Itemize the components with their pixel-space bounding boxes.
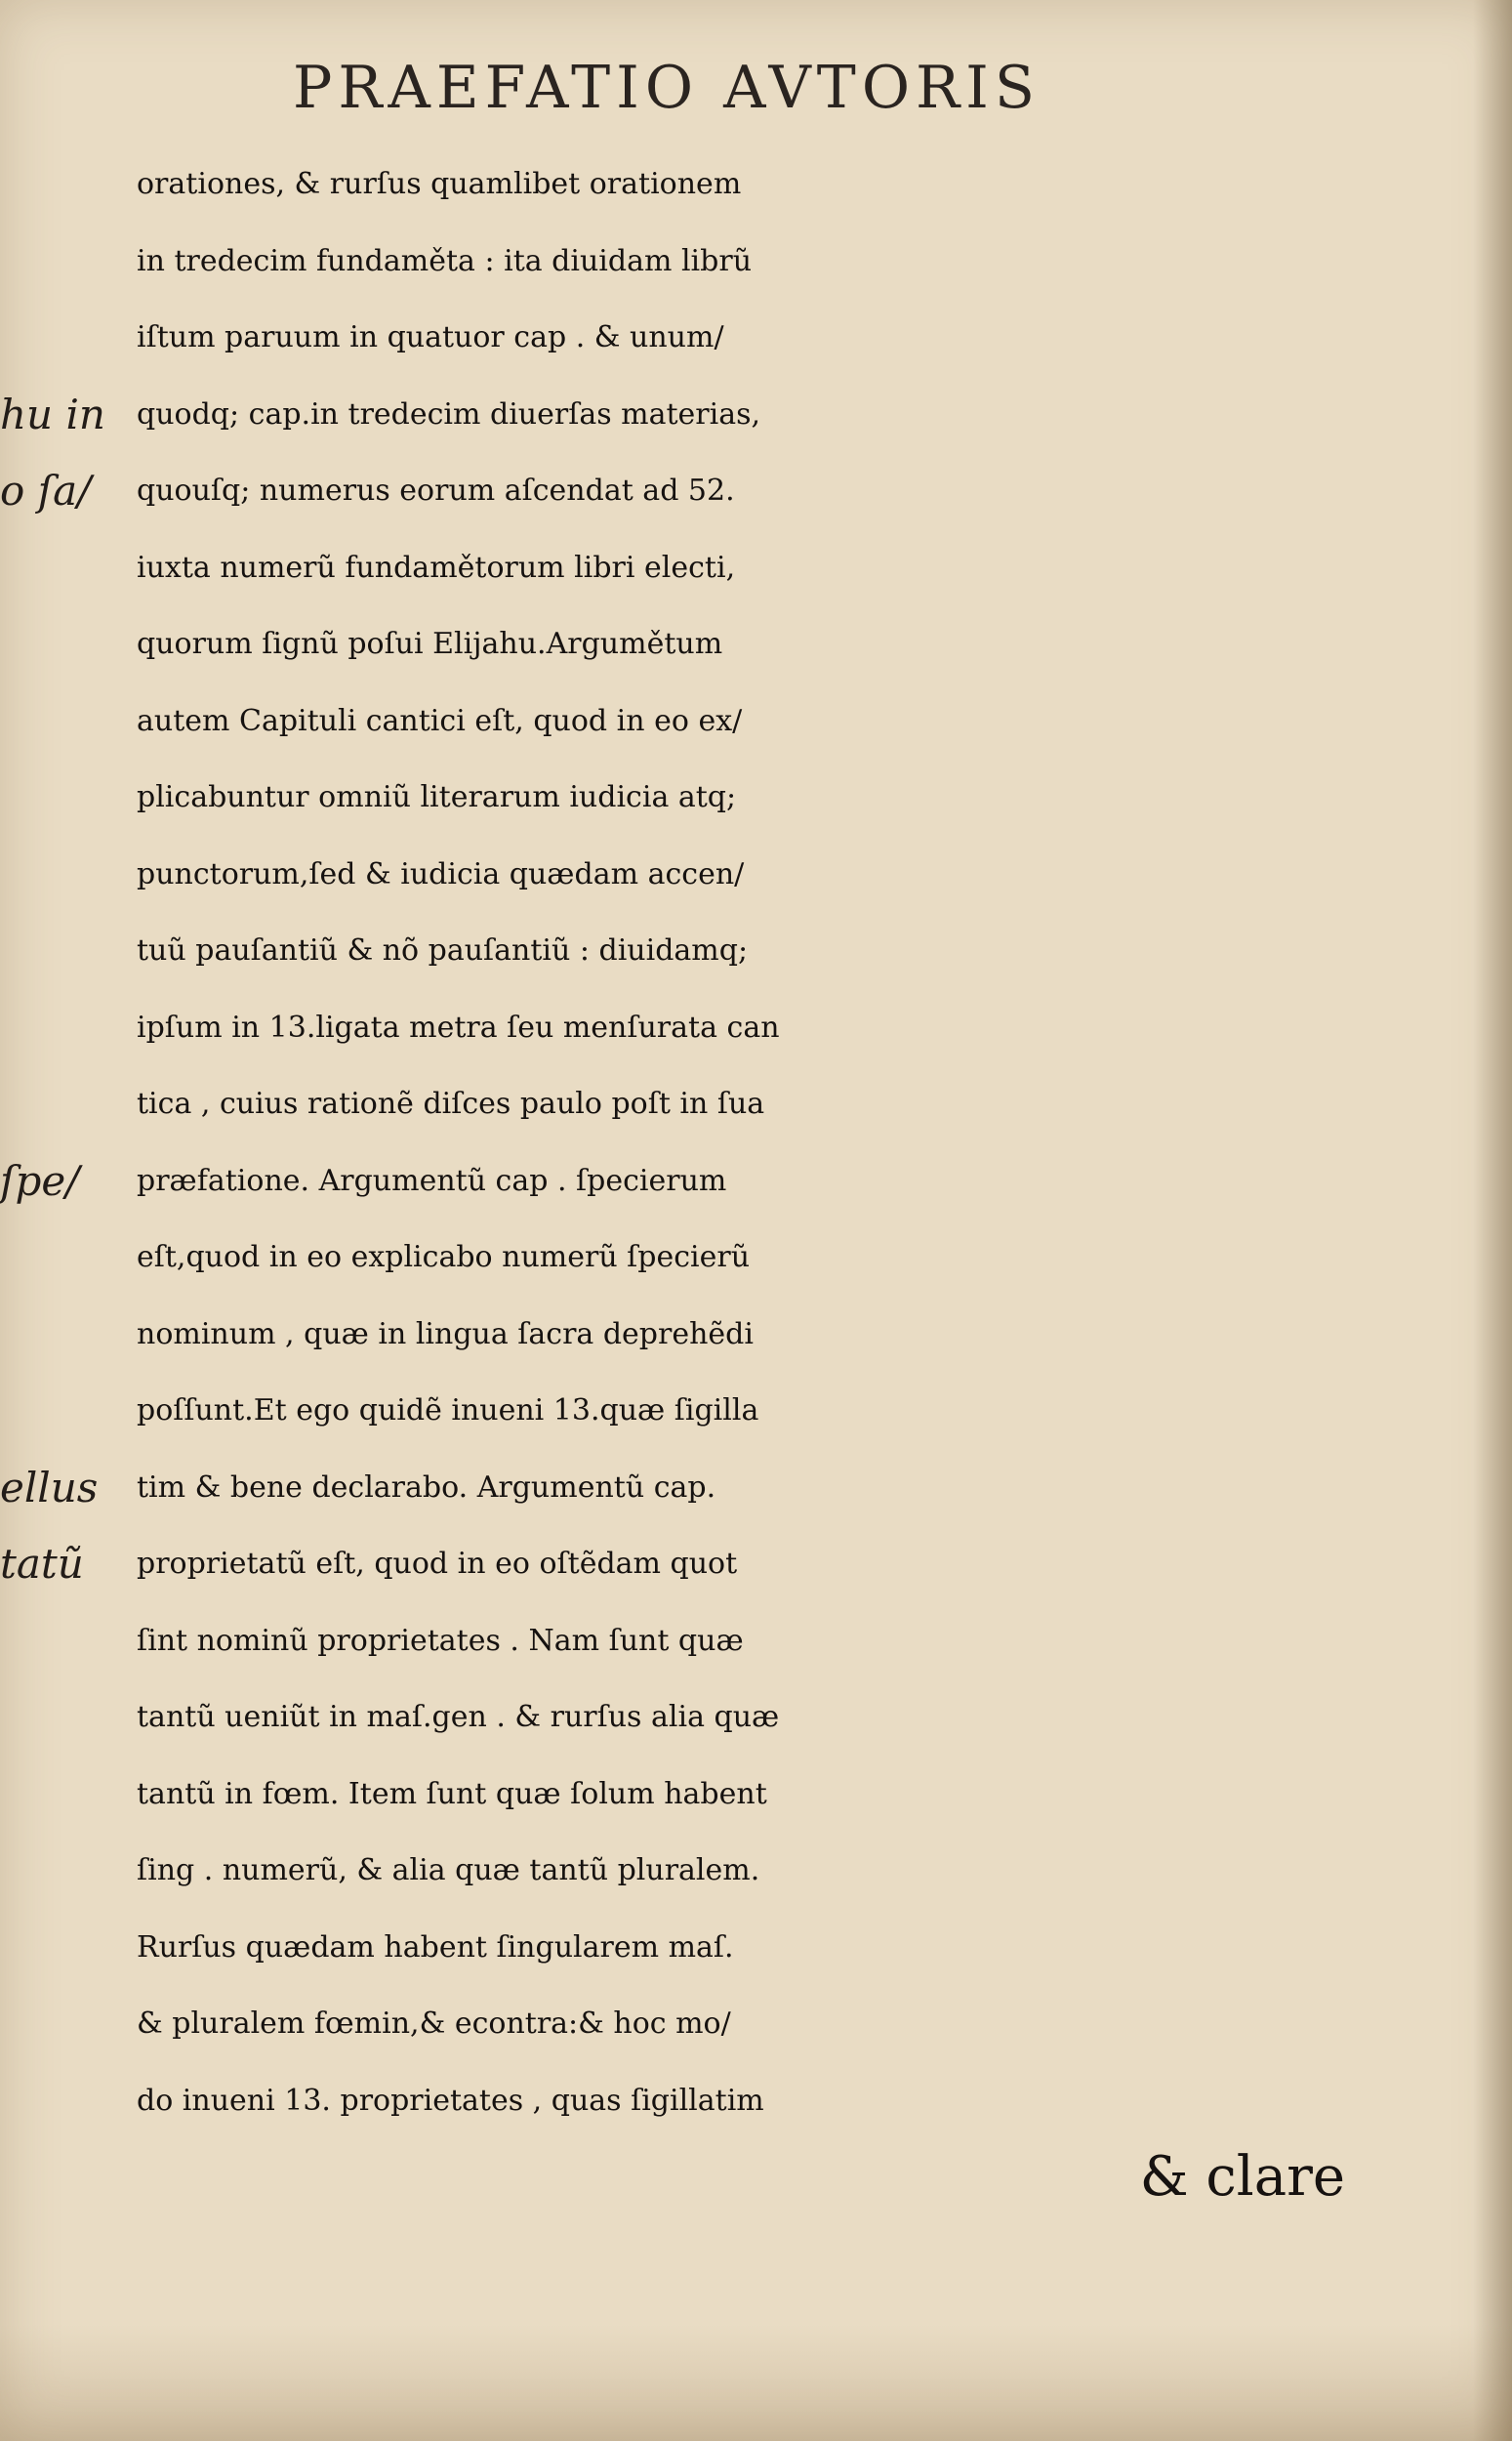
margin-note (0, 1373, 122, 1450)
text-line: nominum , quæ in lingua ſacra deprehẽdi (137, 1316, 754, 1351)
text-line: ipſum in 13.ligata metra ſeu menſurata can (137, 1010, 780, 1045)
text-line: tim & bene declarabo. Argumentũ cap. (137, 1469, 716, 1505)
text-line: quorum ſignũ poſui Elijahu.Argumětum (137, 627, 723, 661)
margin-note (0, 837, 122, 914)
page-edge-shadow (1473, 0, 1512, 2441)
margin-note (0, 146, 122, 224)
text-line: proprietatũ eſt, quod in eo oſtẽdam quot (137, 1547, 738, 1581)
margin-note (0, 1910, 122, 1987)
text-line: Rurſus quædam habent ſingularem maſ. (137, 1929, 734, 1965)
margin-note (0, 224, 122, 301)
margin-note (0, 760, 122, 837)
margin-note: o ſa/ (0, 467, 92, 515)
margin-note (0, 683, 122, 761)
text-line: poſſunt.Et ego quidẽ inueni 13.quæ ſigilla (137, 1393, 759, 1427)
margin-note (0, 1603, 122, 1680)
margin-note: ſpe/ (0, 1156, 80, 1205)
text-line: autem Capituli cantici eſt, quod in eo ex/ (137, 703, 743, 738)
text-line: præfatione. Argumentũ cap . ſpecierum (137, 1163, 727, 1198)
text-line: plicabuntur omniũ literarum iudicia atq; (137, 780, 737, 814)
margin-note (0, 2063, 122, 2140)
margin-note (0, 530, 122, 607)
margin-note (0, 990, 122, 1067)
margin-note: ellus (0, 1463, 99, 1511)
text-line: orationes, & rurſus quamlibet orationem (137, 167, 742, 201)
catchword: & clare (1139, 2145, 1345, 2209)
margin-note (0, 1757, 122, 1834)
text-line: tuũ pauſantiũ & nõ pauſantiũ : diuidamq; (137, 933, 749, 968)
margin-note (0, 1066, 122, 1143)
text-line: & pluralem fœmin,& econtra:& hoc mo/ (137, 2007, 731, 2041)
text-line: in tredecim fundaměta : ita diuidam librũ (137, 243, 753, 278)
margin-note (0, 1986, 122, 2063)
body-text (137, 146, 1357, 2216)
margin-note (0, 1833, 122, 1910)
text-line: punctorum,ſed & iudicia quædam accen/ (137, 856, 745, 891)
page-bottom-shadow (0, 2324, 1512, 2441)
margin-note: hu in (0, 390, 105, 438)
text-line: iſtum paruum in quatuor cap . & unum/ (137, 320, 724, 354)
text-line: ſint nominũ proprietates . Nam ſunt quæ (137, 1623, 744, 1658)
text-line: do inueni 13. proprietates , quas ſigillatim (137, 2083, 764, 2118)
margin-note (0, 913, 122, 990)
text-line: quouſq; numerus eorum aſcendat ad 52. (137, 474, 735, 508)
text-line: ſing . numerũ, & alia quæ tantũ pluralem. (137, 1853, 760, 1887)
margin-note (0, 606, 122, 683)
margin-note (0, 300, 122, 377)
text-line: eſt,quod in eo explicabo numerũ ſpecierũ (137, 1240, 751, 1274)
text-line: tantũ in fœm. Item ſunt quæ ſolum habent (137, 1776, 767, 1811)
margin-note (0, 1679, 122, 1757)
text-line: iuxta numerũ fundamětorum libri electi, (137, 550, 736, 585)
text-line: tantũ ueniũt in maſ.gen . & rurſus alia quæ (137, 1700, 780, 1734)
margin-note (0, 1220, 122, 1297)
margin-note: tatũ (0, 1540, 84, 1588)
running-head: PRAEFATIO AVTORIS (293, 54, 1041, 122)
text-line: quodq; cap.in tredecim diuerſas materias, (137, 396, 761, 432)
margin-notes (0, 146, 122, 2139)
text-line: tica , cuius ratiоnẽ diſces paulo poſt in ſua (137, 1087, 765, 1121)
margin-note (0, 1297, 122, 1374)
